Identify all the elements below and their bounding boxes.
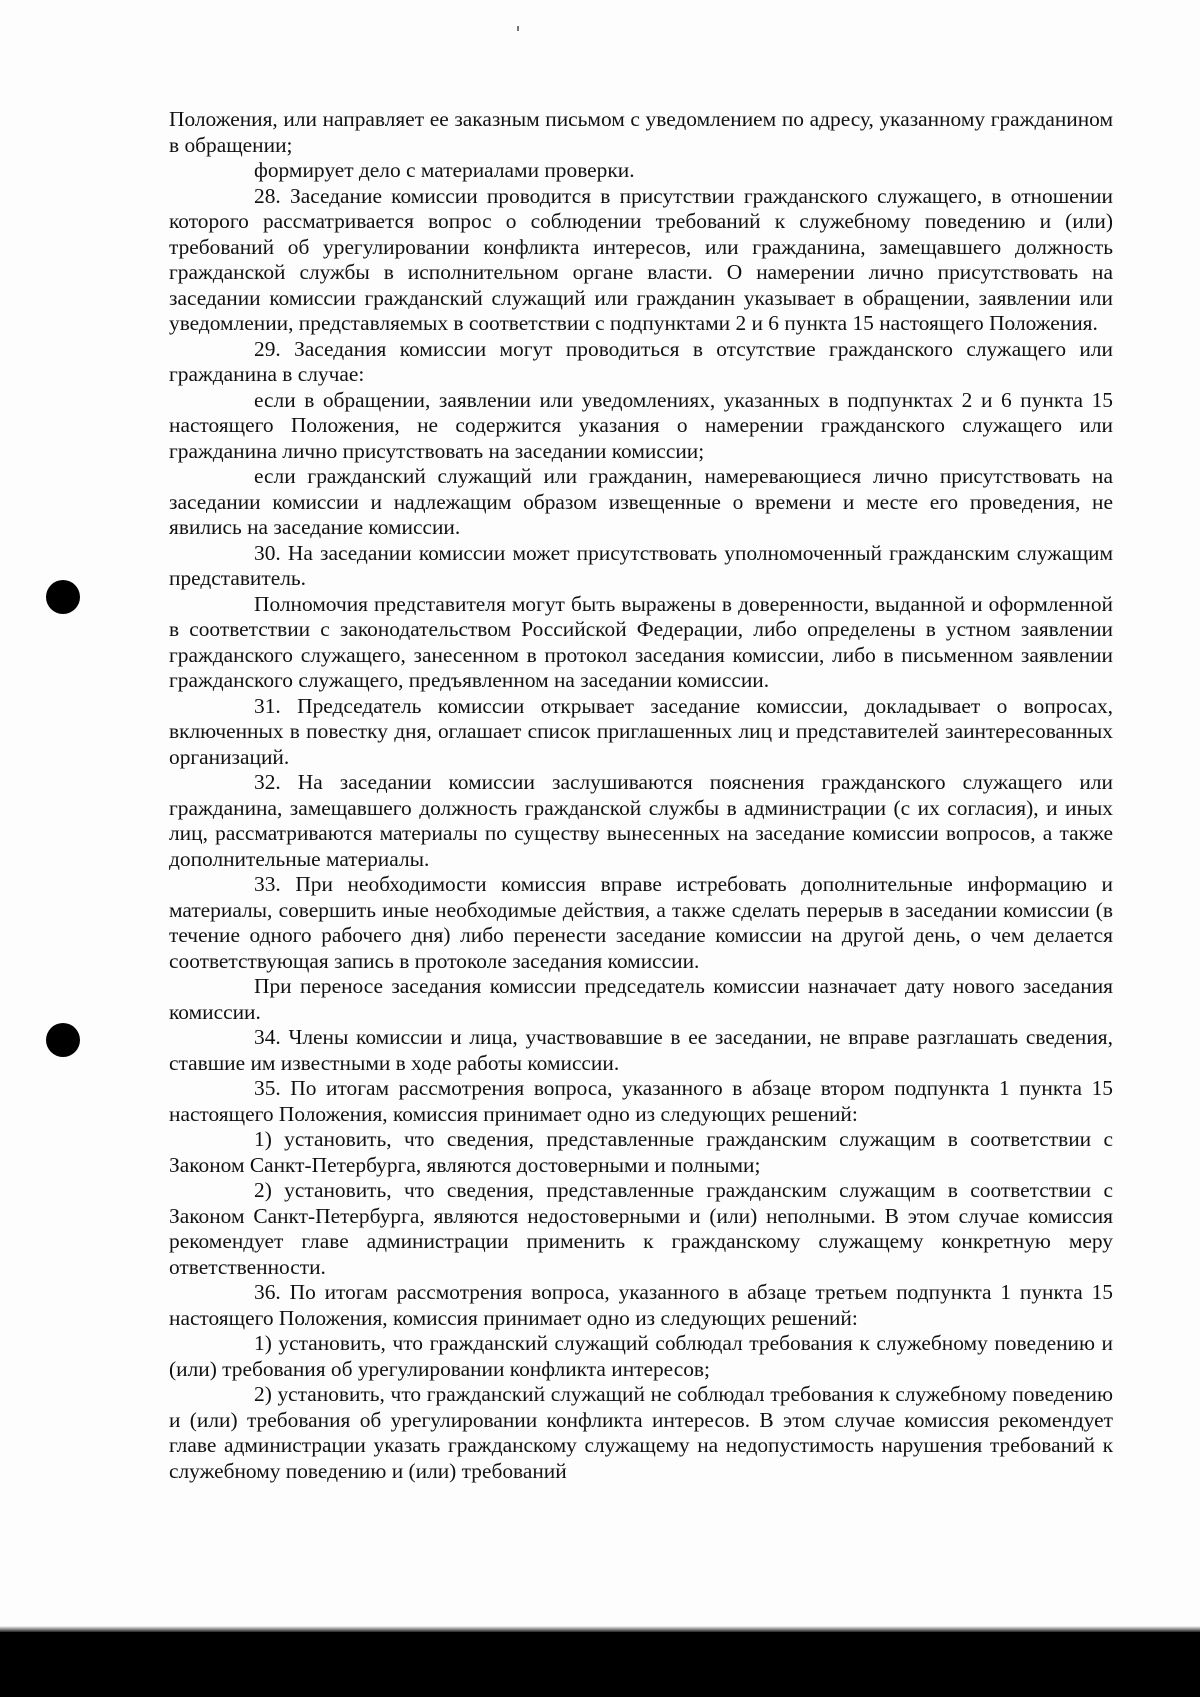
paragraph-36: 36. По итогам рассмотрения вопроса, указанного в абзаце третьем подпункта 1 пункта 15 настоящего Положения, комиссия принимает одно из следующих решений: <box>169 1280 1113 1330</box>
paragraph-33: 33. При необходимости комиссия вправе истребовать дополнительные информацию и материалы, совершить иные необходимые действия, а также сделать перерыв в заседании комиссии (в течение одного рабочего дня) либо перенести заседание комиссии на другой день, о чем делается соответствующая запись в протоколе заседания комиссии. <box>169 872 1113 973</box>
list-item: 1) установить, что гражданский служащий соблюдал требования к служебному поведению и (или) требования об урегулировании конфликта интересов; <box>169 1331 1113 1381</box>
list-item: 2) установить, что сведения, представленные гражданским служащим в соответствии с Законом Санкт-Петербурга, являются недостоверными и (или) неполными. В этом случае комиссия рекомендует главе администрации применить к гражданскому служащему конкретную меру ответственности. <box>169 1178 1113 1279</box>
document-body <box>169 107 1113 1484</box>
paragraph-30: 30. На заседании комиссии может присутствовать уполномоченный гражданским служащим представитель. <box>169 540 1113 590</box>
list-item: 2) установить, что гражданский служащий не соблюдал требования к служебному поведению и (или) требования об урегулировании конфликта интересов. В этом случае комиссия рекомендует главе администрации указать гражданскому служащему на недопустимость нарушения требований к служебному поведению и (или) требований <box>169 1382 1113 1483</box>
paragraph-28: 28. Заседание комиссии проводится в присутствии гражданского служащего, в отношении которого рассматривается вопрос о соблюдении требований к служебному поведению и (или) требований об урегулировании конфликта интересов, или гражданина, замещавшего должность гражданской службы в исполнительном органе власти. О намерении лично присутствовать на заседании комиссии гражданский служащий или гражданин указывает в обращении, заявлении или уведомлении, представляемых в соответствии с подпунктами 2 и 6 пункта 15 настоящего Положения. <box>169 183 1113 335</box>
paragraph: формирует дело с материалами проверки. <box>254 158 635 182</box>
paragraph-35: 35. По итогам рассмотрения вопроса, указанного в абзаце втором подпункта 1 пункта 15 настоящего Положения, комиссия принимает одно из следующих решений: <box>169 1076 1113 1126</box>
punch-hole <box>46 580 80 614</box>
scan-bottom-edge <box>0 1632 1200 1697</box>
paragraph-32: 32. На заседании комиссии заслушиваются пояснения гражданского служащего или гражданина, замещавшего должность гражданской службы в администрации (с их согласия), и иных лиц, рассматриваются материалы по существу вынесенных на заседание комиссии вопросов, а также дополнительные материалы. <box>169 770 1113 871</box>
paragraph: При переносе заседания комиссии председатель комиссии назначает дату нового заседания комиссии. <box>169 974 1113 1024</box>
paragraph-34: 34. Члены комиссии и лица, участвовавшие в ее заседании, не вправе разглашать сведения, ставшие им известными в ходе работы комиссии. <box>169 1025 1113 1075</box>
paragraph: если гражданский служащий или гражданин, намеревающиеся лично присутствовать на заседании комиссии и надлежащим образом извещенные о времени и месте его проведения, не явились на заседание комиссии. <box>169 464 1113 539</box>
scan-mark <box>517 26 519 31</box>
paragraph-31: 31. Председатель комиссии открывает заседание комиссии, докладывает о вопросах, включенных в повестку дня, оглашает список приглашенных лиц и представителей заинтересованных организаций. <box>169 693 1113 769</box>
list-item: 1) установить, что сведения, представленные гражданским служащим в соответствии с Законом Санкт-Петербурга, являются достоверными и полными; <box>169 1127 1113 1177</box>
punch-hole <box>46 1023 80 1057</box>
paragraph: если в обращении, заявлении или уведомлениях, указанных в подпунктах 2 и 6 пункта 15 настоящего Положения, не содержится указания о намерении гражданского служащего или гражданина лично присутствовать на заседании комиссии; <box>169 387 1113 463</box>
paragraph: Положения, или направляет ее заказным письмом с уведомлением по адресу, указанному гражданином в обращении; <box>169 107 1113 157</box>
paragraph-29: 29. Заседания комиссии могут проводиться в отсутствие гражданского служащего или гражданина в случае: <box>169 336 1113 386</box>
paragraph: Полномочия представителя могут быть выражены в доверенности, выданной и оформленной в соответствии с законодательством Российской Федерации, либо определены в устном заявлении гражданского служащего, занесенном в протокол заседания комиссии, либо в письменном заявлении гражданского служащего, предъявленном на заседании комиссии. <box>169 591 1113 692</box>
